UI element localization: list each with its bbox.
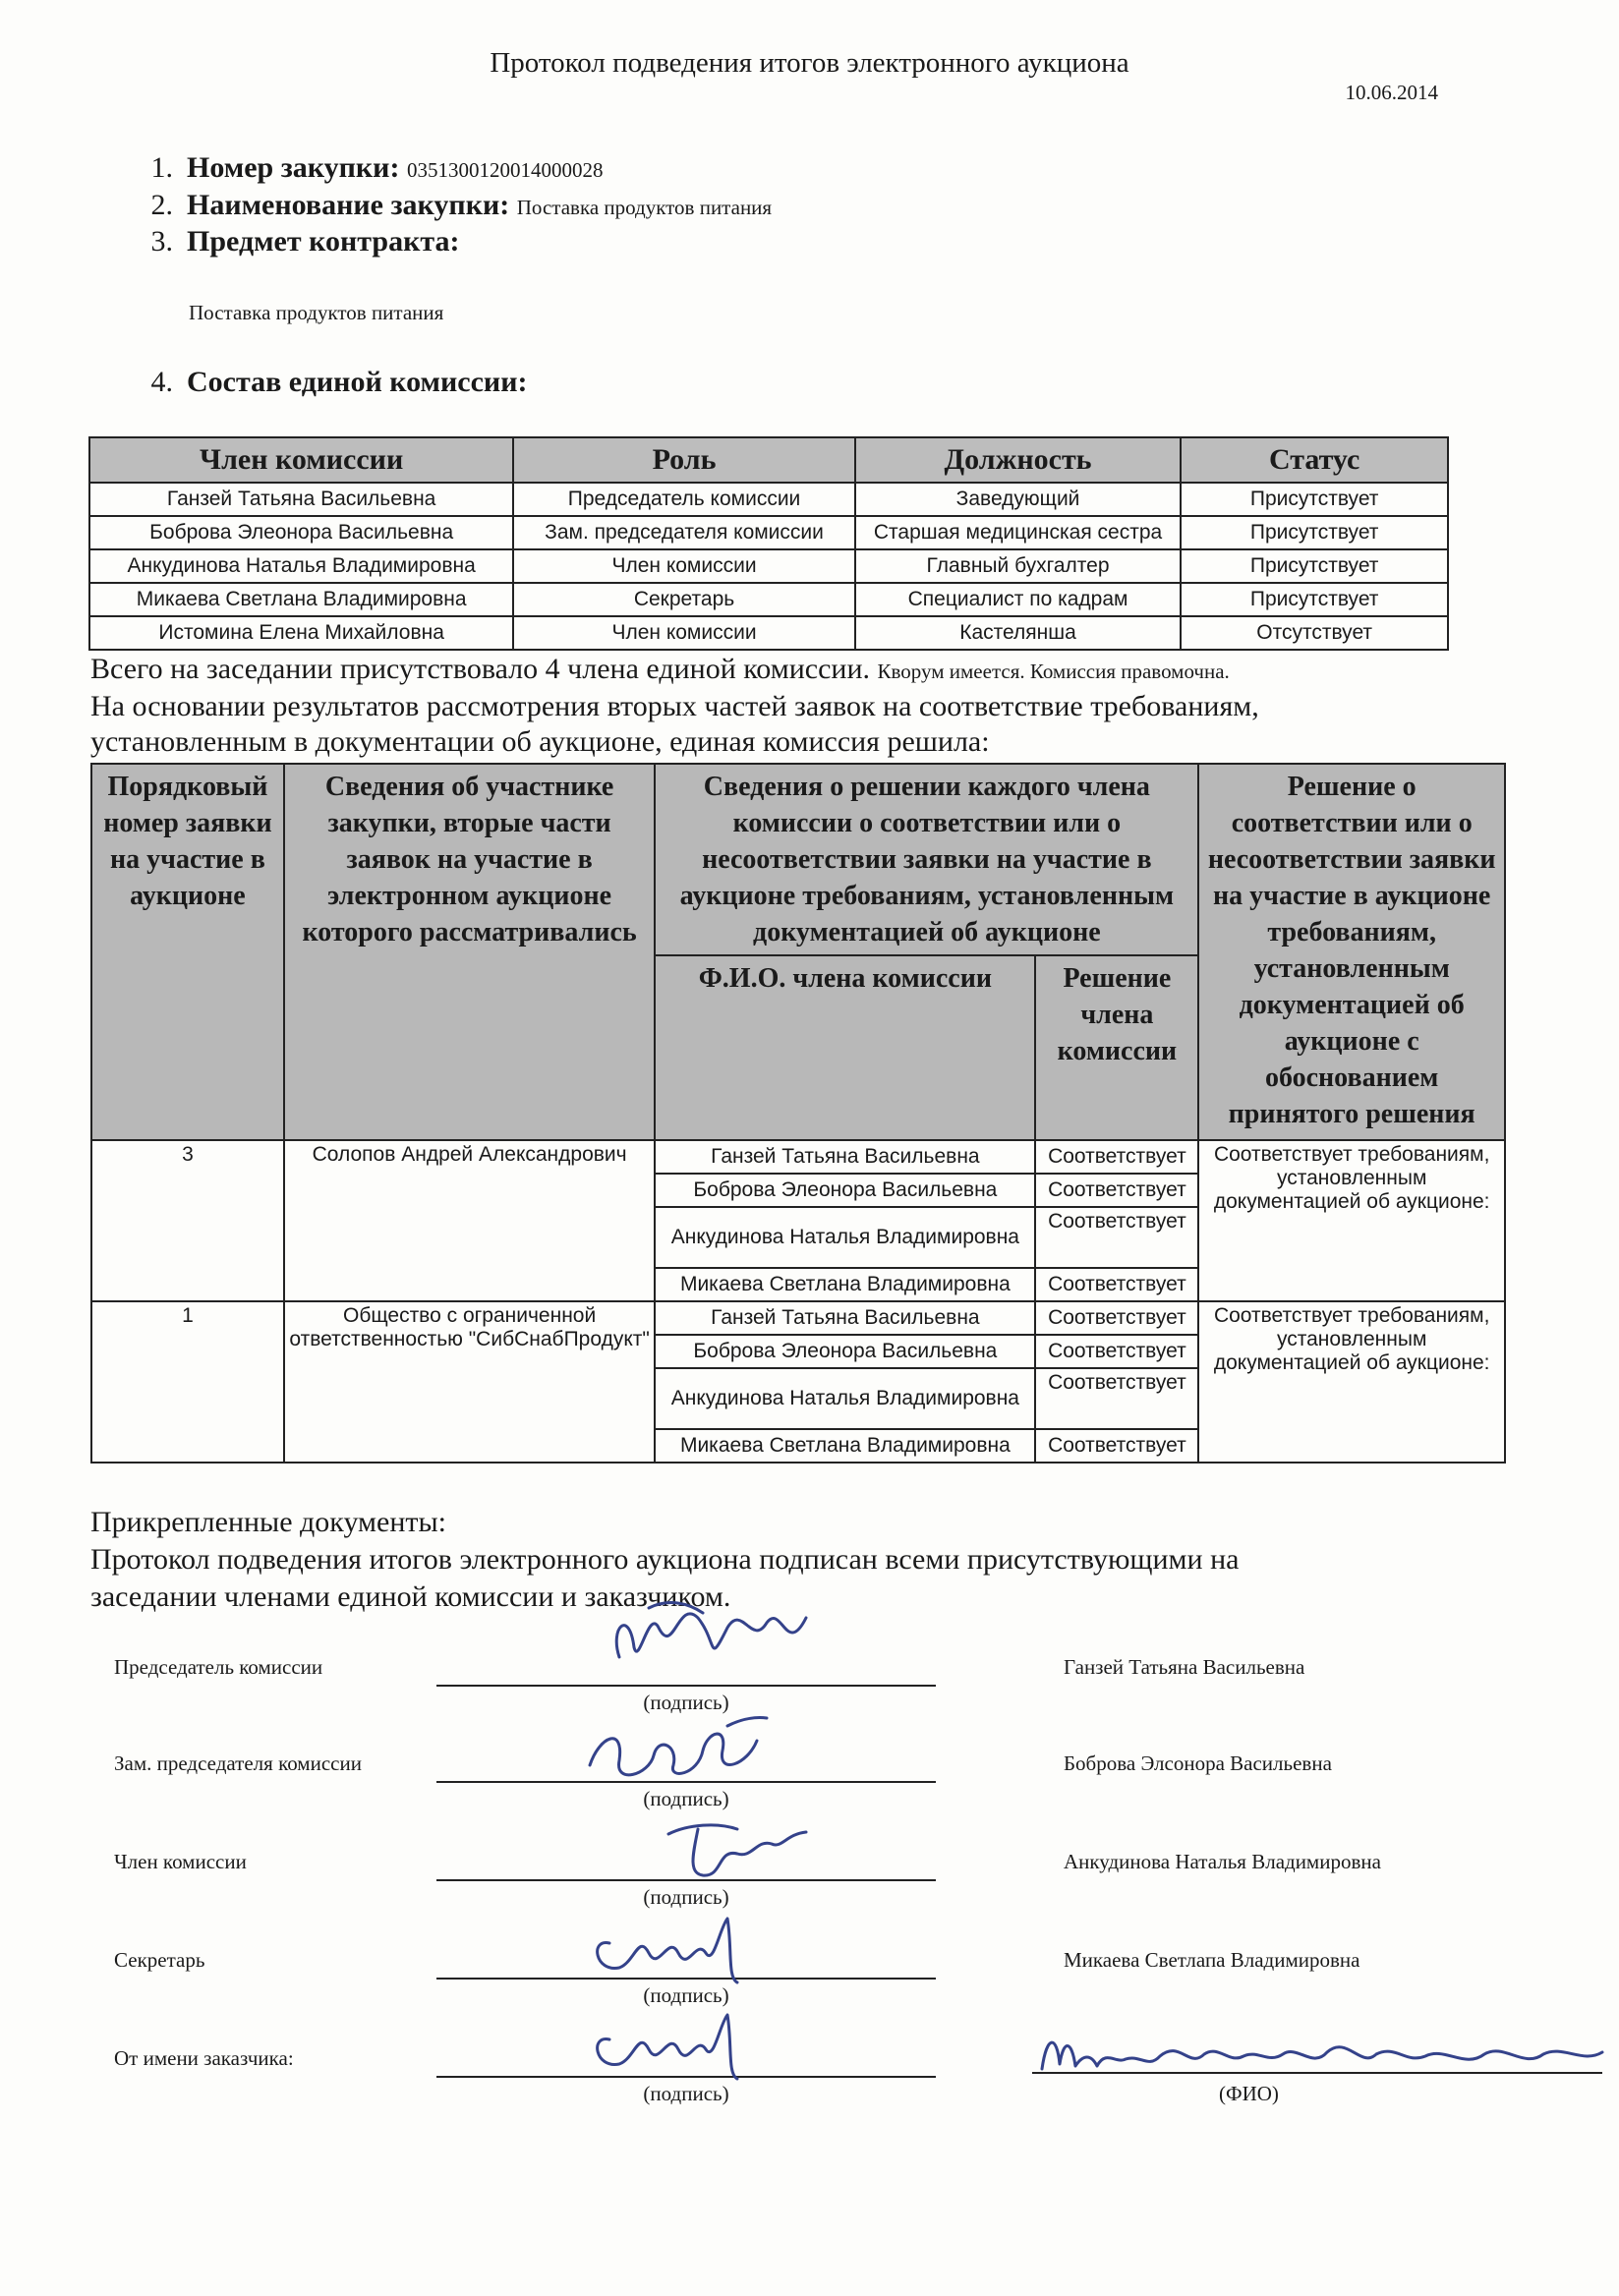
customer-name-caption: (ФИО) xyxy=(1219,2082,1279,2105)
member-role: Секретарь xyxy=(513,583,854,616)
item-commission: 4. Состав единой комиссии: xyxy=(150,366,528,398)
header-final-decision: Решение о соответствии или о несоответствии заявки на участие в аукционе требованиям, установленным документацией об аукционе с обоснованием принятого решения xyxy=(1198,764,1505,1140)
final-decision: Соответствует требованиям, установленным документацией об аукционе: xyxy=(1198,1140,1505,1301)
decision-intro-line2: установленным в документации об аукционе, единая комиссия решила: xyxy=(90,725,990,758)
member-role: Член комиссии xyxy=(513,616,854,650)
handwritten-customer-name xyxy=(1032,2015,1612,2084)
item-contract-subject: 3. Предмет контракта: xyxy=(150,225,460,258)
signature-caption: (подпись) xyxy=(643,1983,729,2007)
vote-member-name: Анкудинова Наталья Владимировна xyxy=(655,1368,1035,1429)
table-row xyxy=(89,516,1448,549)
table-row xyxy=(91,1301,1505,1335)
header-member-name: Ф.И.О. члена комиссии xyxy=(655,955,1035,1140)
member-position: Кастелянша xyxy=(855,616,1182,650)
signature-role: Председатель комиссии xyxy=(114,1655,323,1679)
attendance-text: Всего на заседании присутствовало 4 члена единой комиссии. Кворум имеется. Комиссия правомочна. xyxy=(90,653,1230,685)
member-role: Зам. председателя комиссии xyxy=(513,516,854,549)
handwritten-signature xyxy=(580,1706,836,1795)
table-row xyxy=(89,616,1448,650)
participant-name: Общество с ограниченной ответственностью "СибСнабПродукт" xyxy=(284,1301,655,1463)
signatory-name: Боброва Элсонора Васильевна xyxy=(1064,1751,1332,1775)
signature-caption: (подпись) xyxy=(643,2082,729,2105)
vote-decision: Соответствует xyxy=(1035,1335,1198,1368)
attached-documents-label: Прикрепленные документы: xyxy=(90,1506,447,1538)
application-number: 1 xyxy=(91,1301,284,1463)
table-row xyxy=(89,549,1448,583)
column-header: Член комиссии xyxy=(89,437,513,483)
member-role: Член комиссии xyxy=(513,549,854,583)
results-header-row xyxy=(91,764,1505,955)
header-member-decisions: Сведения о решении каждого члена комиссии о соответствии или о несоответствии заявки на участие в аукционе требованиям, установленным документацией об аукционе xyxy=(655,764,1198,955)
table-row xyxy=(89,483,1448,516)
member-position: Старшая медицинская сестра xyxy=(855,516,1182,549)
vote-member-name: Боброва Элеонора Васильевна xyxy=(655,1335,1035,1368)
signature-role: Член комиссии xyxy=(114,1850,247,1873)
signature-role: Зам. председателя комиссии xyxy=(114,1751,362,1775)
vote-decision: Соответствует xyxy=(1035,1268,1198,1301)
member-name: Боброва Элеонора Васильевна xyxy=(89,516,513,549)
vote-member-name: Микаева Светлана Владимировна xyxy=(655,1429,1035,1463)
member-status: Присутствует xyxy=(1181,583,1448,616)
header-participant: Сведения об участнике закупки, вторые части заявок на участие в электронном аукционе которого рассматривались xyxy=(284,764,655,1140)
member-name: Истомина Елена Михайловна xyxy=(89,616,513,650)
item-purchase-name: 2. Наименование закупки: Поставка продуктов питания xyxy=(150,189,773,221)
vote-decision: Соответствует xyxy=(1035,1174,1198,1207)
table-row xyxy=(91,1140,1505,1174)
final-decision: Соответствует требованиям, установленным документацией об аукционе: xyxy=(1198,1301,1505,1463)
decision-intro-line1: На основании результатов рассмотрения вторых частей заявок на соответствие требованиям, xyxy=(90,690,1259,722)
handwritten-signature xyxy=(580,1995,836,2084)
commission-table xyxy=(88,436,1449,651)
member-status: Отсутствует xyxy=(1181,616,1448,650)
participant-name: Солопов Андрей Александрович xyxy=(284,1140,655,1301)
vote-member-name: Микаева Светлана Владимировна xyxy=(655,1268,1035,1301)
column-header: Статус xyxy=(1181,437,1448,483)
commission-table-header xyxy=(89,437,1448,483)
signature-line xyxy=(436,1685,936,1687)
vote-member-name: Ганзей Татьяна Васильевна xyxy=(655,1301,1035,1335)
signatory-name: Анкудинова Наталья Владимировна xyxy=(1064,1850,1381,1873)
column-header: Должность xyxy=(855,437,1182,483)
application-number: 3 xyxy=(91,1140,284,1301)
handwritten-signature xyxy=(580,1899,836,1987)
signature-role: Секретарь xyxy=(114,1948,205,1972)
signed-note-line1: Протокол подведения итогов электронного аукциона подписан всеми присутствующими на xyxy=(90,1543,1240,1576)
document-title: Протокол подведения итогов электронного аукциона xyxy=(490,47,1129,79)
column-header: Роль xyxy=(513,437,854,483)
member-role: Председатель комиссии xyxy=(513,483,854,516)
header-application-number: Порядковый номер заявки на участие в аукционе xyxy=(91,764,284,1140)
vote-member-name: Ганзей Татьяна Васильевна xyxy=(655,1140,1035,1174)
vote-decision: Соответствует xyxy=(1035,1140,1198,1174)
member-name: Ганзей Татьяна Васильевна xyxy=(89,483,513,516)
signed-note-line2: заседании членами единой комиссии и заказчиком. xyxy=(90,1580,731,1613)
table-row xyxy=(89,583,1448,616)
vote-member-name: Анкудинова Наталья Владимировна xyxy=(655,1207,1035,1268)
member-name: Микаева Светлана Владимировна xyxy=(89,583,513,616)
member-position: Главный бухгалтер xyxy=(855,549,1182,583)
signature-caption: (подпись) xyxy=(643,1787,729,1810)
item-purchase-number: 1. Номер закупки: 0351300120014000028 xyxy=(150,151,604,184)
vote-decision: Соответствует xyxy=(1035,1207,1198,1268)
header-member-decision: Решение члена комиссии xyxy=(1035,955,1198,1140)
document-date: 10.06.2014 xyxy=(1345,81,1438,104)
member-status: Присутствует xyxy=(1181,483,1448,516)
vote-member-name: Боброва Элеонора Васильевна xyxy=(655,1174,1035,1207)
member-status: Присутствует xyxy=(1181,516,1448,549)
member-name: Анкудинова Наталья Владимировна xyxy=(89,549,513,583)
signature-role: От имени заказчика: xyxy=(114,2046,294,2070)
vote-decision: Соответствует xyxy=(1035,1429,1198,1463)
handwritten-signature xyxy=(580,1588,836,1677)
contract-subject-text: Поставка продуктов питания xyxy=(189,301,444,324)
signature-caption: (подпись) xyxy=(643,1691,729,1714)
results-table xyxy=(90,763,1506,1464)
handwritten-signature xyxy=(659,1805,855,1893)
member-position: Заведующий xyxy=(855,483,1182,516)
signatory-name: Микаева Светлапа Владимировна xyxy=(1064,1948,1360,1972)
vote-decision: Соответствует xyxy=(1035,1301,1198,1335)
member-position: Специалист по кадрам xyxy=(855,583,1182,616)
signature-caption: (подпись) xyxy=(643,1885,729,1909)
member-status: Присутствует xyxy=(1181,549,1448,583)
signatory-name: Ганзей Татьяна Васильевна xyxy=(1064,1655,1305,1679)
vote-decision: Соответствует xyxy=(1035,1368,1198,1429)
